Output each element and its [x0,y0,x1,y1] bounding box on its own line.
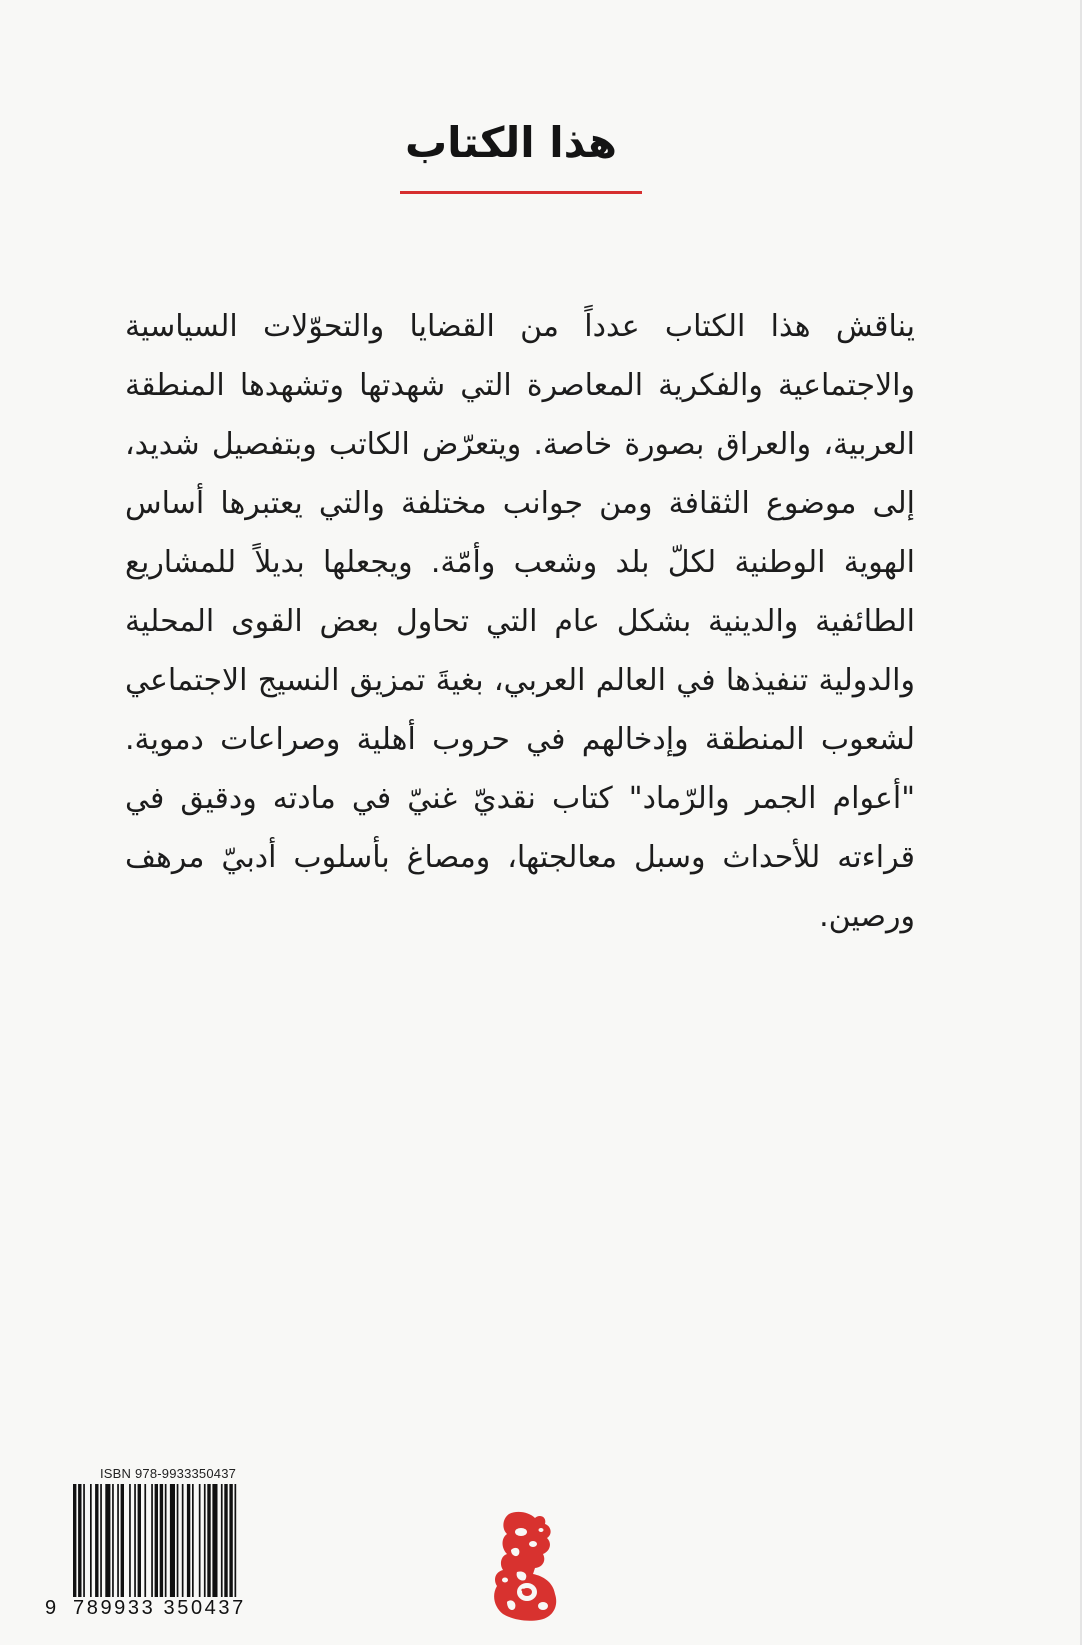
barcode-digits: 789933 350437 [73,1597,285,1619]
barcode-bar [177,1484,179,1598]
barcode-bar [204,1484,206,1598]
barcode-bar [229,1484,232,1598]
title-underline [400,191,642,194]
barcode-bar [207,1484,210,1598]
barcode-bar [170,1484,175,1598]
barcode-bar [182,1484,184,1598]
barcode-bar [221,1484,223,1598]
barcode [72,1484,287,1614]
barcode-bar [112,1484,114,1598]
barcode-bar [151,1484,153,1598]
barcode-bar [117,1484,119,1598]
barcode-bars [72,1484,287,1614]
barcode-bar [160,1484,163,1612]
cover-title: هذا الكتاب [404,118,618,167]
isbn-label: ISBN 978-9933350437 [100,1466,237,1481]
barcode-bar [129,1484,131,1598]
barcode-bar [83,1484,85,1598]
barcode-bar [78,1484,81,1612]
barcode-bar [235,1484,237,1612]
publisher-logo-icon [487,1510,565,1622]
barcode-bar [187,1484,190,1598]
barcode-bar [95,1484,98,1598]
barcode-bar [192,1484,194,1598]
barcode-bar [121,1484,124,1598]
barcode-bar [155,1484,158,1612]
barcode-digit-first: 9 [45,1597,57,1619]
barcode-bar [224,1484,227,1598]
barcode-bar [90,1484,92,1598]
barcode-bar [138,1484,141,1598]
barcode-bar [144,1484,146,1598]
barcode-bar [100,1484,102,1598]
cover-blurb: يناقش هذا الكتاب عدداً من القضايا والتحوّلات السياسية والاجتماعية والفكرية المعاصرة التي شهدتها وتشهدها المنطقة العربية، والعراق بصورة خاصة. ويتعرّض الكاتب وبتفصيل شديد، إلى موضوع الثقافة ومن جوانب مختلفة والتي يعتبرها أساس الهوية الوطنية لكلّ بلد وشعب وأمّة. ويجعلها بديلاً للمشاريع الطائفية والدينية بشكل عام التي تحاول بعض القوى المحلية والدولية تنفيذها في العالم العربي، بغيةَ تمزيق النسيج الاجتماعي لشعوب المنطقة وإدخالهم في حروب أهلية وصراعات دموية. "أعوام الجمر والرّماد" كتاب نقديّ غنيّ في مادته ودقيق في قراءته للأحداث وسبل معالجتها، ومصاغ بأسلوب أدبيّ مرهف ورصين. [125,309,915,934]
barcode-bar [165,1484,167,1598]
barcode-bar [212,1484,217,1598]
barcode-bar [73,1484,76,1612]
barcode-bar [105,1484,110,1598]
barcode-bar [134,1484,136,1598]
barcode-bar [199,1484,201,1598]
